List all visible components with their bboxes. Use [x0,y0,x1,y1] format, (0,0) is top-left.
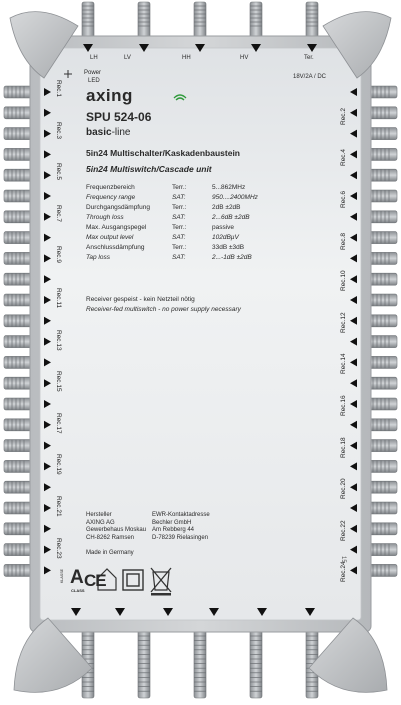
receiver-label-left: Rec.15 [55,371,62,392]
description-de: 5in24 Multischalter/Kaskadenbaustein [86,148,240,158]
f-connector-right [369,148,397,160]
f-connector-right [369,460,397,472]
f-connector-right [369,107,397,119]
receiver-label-left: Rec.3 [55,121,62,139]
f-connector-left [4,377,32,389]
model-number: SPU 524-06 [86,110,152,124]
brand-logo: axing [86,86,133,105]
port-label-ter: Ter. [304,55,314,61]
f-connector-right [369,419,397,431]
f-connector-left [4,544,32,556]
f-connector-left [4,398,32,410]
power-led-label-2: LED [88,78,100,84]
f-connector-left [4,190,32,202]
f-connector-left [4,128,32,140]
ce-mark: CE [84,571,106,590]
class-bottom: CLASS [71,588,85,593]
receiver-label-right: Rec.20 [340,478,347,500]
spec-type: Terr.: [172,184,187,191]
eu-contact-line-3: D-78239 Rielasingen [152,534,209,541]
f-connector-left [4,440,32,452]
f-connector-top [138,2,150,38]
spec-type: Terr.: [172,244,187,251]
receiver-label-left: Rec.21 [55,496,62,517]
power-led-label: Power [84,70,102,76]
f-connector-left [4,502,32,514]
f-connector-top [82,2,94,38]
f-connector-right [369,336,397,348]
note-de: Receiver gespeist - kein Netzteil nötig [86,296,195,303]
series-bold: basic [86,127,112,138]
side-number: 15 [340,556,346,563]
f-connector-right [369,190,397,202]
eu-contact-block [152,512,210,542]
receiver-label-right: Rec.22 [340,520,347,541]
f-connector-left [4,148,32,160]
spec-label: Tap loss [86,254,110,261]
spec-value: 2...6dB ±2dB [212,214,250,221]
f-connector-right [369,315,397,327]
manufacturer-line-0: Hersteller [86,512,112,518]
f-connector-bottom [194,630,206,698]
f-connector-bottom [138,630,150,698]
spec-label: Max output level [86,234,134,241]
receiver-label-left: Rec.7 [55,204,62,222]
spec-value: 950....2400MHz [212,194,258,201]
f-connector-right [369,252,397,264]
receiver-label-left: Rec.13 [55,329,62,351]
receiver-label-right: Rec.14 [340,353,347,375]
f-connector-right [369,544,397,556]
series-light: -line [111,127,131,138]
f-connector-right [369,523,397,535]
spec-type: SAT: [172,254,186,261]
f-connector-left [4,315,32,327]
f-connector-left [4,86,32,98]
port-label-lh: LH [90,55,98,61]
spec-type: SAT: [172,194,186,201]
f-connector-left [4,356,32,368]
f-connector-left [4,232,32,244]
spec-value: 5...862MHz [212,184,246,191]
f-connector-top [250,2,262,38]
f-connector-left [4,419,32,431]
port-label-hh: HH [182,55,191,61]
receiver-label-right: Rec.16 [340,395,347,416]
spec-value: passive [212,224,235,231]
receiver-label-left: Rec.9 [55,246,62,264]
port-label-hv: HV [240,55,249,61]
f-connector-right [369,86,397,98]
f-connector-right [369,273,397,285]
f-connector-top [306,2,318,38]
spec-value: 102dBµV [212,234,239,241]
description-en: 5in24 Multiswitch/Cascade unit [86,164,212,174]
spec-label: Frequenzbereich [86,184,135,191]
manufacturer-line-1: AXING AG [86,519,115,526]
f-connector-right [369,377,397,389]
f-connector-left [4,273,32,285]
spec-label: Anschlussdämpfung [86,244,145,251]
f-connector-left [4,336,32,348]
f-connector-left [4,481,32,493]
f-connector-left [4,211,32,223]
f-connector-right [369,232,397,244]
receiver-label-left: Rec.11 [55,288,62,309]
receiver-label-right: Rec.2 [340,107,347,125]
spec-type: SAT: [172,234,186,241]
receiver-label-left: Rec.17 [55,412,62,434]
class-a-letter: A [70,567,84,588]
f-connector-top [194,2,206,38]
power-rating: 18V/2A / DC [293,74,327,80]
receiver-label-right: Rec.8 [340,232,347,250]
receiver-label-right: Rec.6 [340,191,347,208]
spec-type: Terr.: [172,204,187,211]
f-connector-left [4,107,32,119]
f-connector-left [4,523,32,535]
f-connector-right [369,398,397,410]
f-connector-right [369,128,397,140]
manufacturer-line-3: CH-8262 Ramsen [86,534,135,541]
eu-contact-line-2: Am Rebberg 44 [152,527,195,533]
spec-value: 2...-1dB ±2dB [212,254,252,261]
receiver-label-right: Rec.10 [340,270,347,292]
f-connector-left [4,564,32,576]
f-connector-left [4,294,32,306]
f-connector-left [4,252,32,264]
f-connector-right [369,356,397,368]
f-connector-right [369,294,397,306]
eu-contact-line-0: EWR-Kontaktadresse [152,512,210,518]
receiver-label-left: Rec.5 [55,163,62,181]
receiver-label-right: Rec.12 [340,312,347,333]
made-in: Made in Germany [86,550,134,556]
spec-value: 33dB ±3dB [212,244,245,251]
receiver-label-left: Rec.19 [55,454,62,475]
spec-type: SAT: [172,214,186,221]
manufacturer-line-2: Gewerbehaus Moskau [86,527,147,533]
spec-type: Terr.: [172,224,187,231]
eu-contact-line-1: Bechler GmbH [152,519,192,526]
spec-value: 2dB ±2dB [212,204,241,211]
f-connector-left [4,169,32,181]
f-connector-bottom [250,630,262,698]
f-connector-right [369,564,397,576]
spec-label: Frequency range [86,194,136,201]
spec-label: Max. Ausgangspegel [86,224,147,231]
f-connector-right [369,169,397,181]
f-connector-right [369,502,397,514]
receiver-label-left: Rec.23 [55,537,62,559]
spec-label: Through loss [86,214,124,221]
spec-label: Durchgangsdämpfung [86,204,150,211]
port-label-lv: LV [124,55,131,61]
f-connector-left [4,460,32,472]
class-side-label: KLASSE [60,569,64,583]
f-connector-right [369,481,397,493]
receiver-label-left: Rec.1 [55,80,62,97]
receiver-label-right: Rec.18 [340,436,347,458]
f-connector-right [369,440,397,452]
receiver-label-right: Rec.24 [340,561,347,583]
series-line [86,127,130,138]
f-connector-right [369,211,397,223]
receiver-label-right: Rec.4 [340,149,347,167]
manufacturer-block [86,512,146,542]
note-en: Receiver-fed multiswitch - no power supply necessary [86,306,241,313]
